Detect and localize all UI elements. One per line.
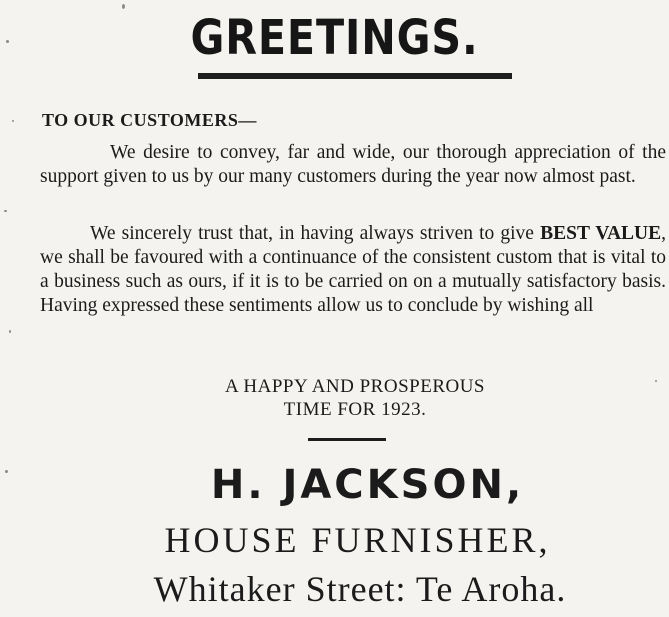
closing-line-1: A HAPPY AND PROSPEROUS (224, 376, 485, 397)
paragraph-best-value-after: , we shall be favoured with a continuance of the consistent custom that is vital to a business such as ours, if it is to be carried on on a mutually satisfactory basis. Having expressed these sentiments allow us to conclude by wishing all (40, 223, 666, 316)
print-speck (9, 330, 11, 333)
paragraph-appreciation-text: We desire to convey, far and wide, our thorough appreciation of the support given to us by our many customers during the year now almost past. (40, 142, 666, 187)
print-speck (12, 120, 14, 122)
print-speck (655, 380, 657, 382)
advertiser-trade: HOUSE FURNISHER, (164, 520, 551, 560)
paragraph-best-value-before: We sincerely trust that, in having always striven to give (90, 223, 541, 244)
print-speck (5, 470, 8, 473)
advertiser-name: H. JACKSON, (210, 462, 525, 508)
headline-underline (198, 73, 512, 79)
headline: GREETINGS. (190, 10, 479, 66)
paragraph-appreciation (40, 141, 666, 189)
divider-rule (308, 438, 386, 441)
advertiser-address: Whitaker Street: Te Aroha. (153, 569, 567, 609)
print-speck (4, 210, 7, 212)
closing-line-2: TIME FOR 1923. (283, 399, 427, 420)
print-speck (122, 4, 125, 9)
salutation: TO OUR CUSTOMERS— (42, 110, 257, 130)
best-value-emphasis: BEST VALUE (540, 223, 662, 244)
print-speck (6, 40, 9, 43)
paragraph-best-value (40, 222, 666, 318)
